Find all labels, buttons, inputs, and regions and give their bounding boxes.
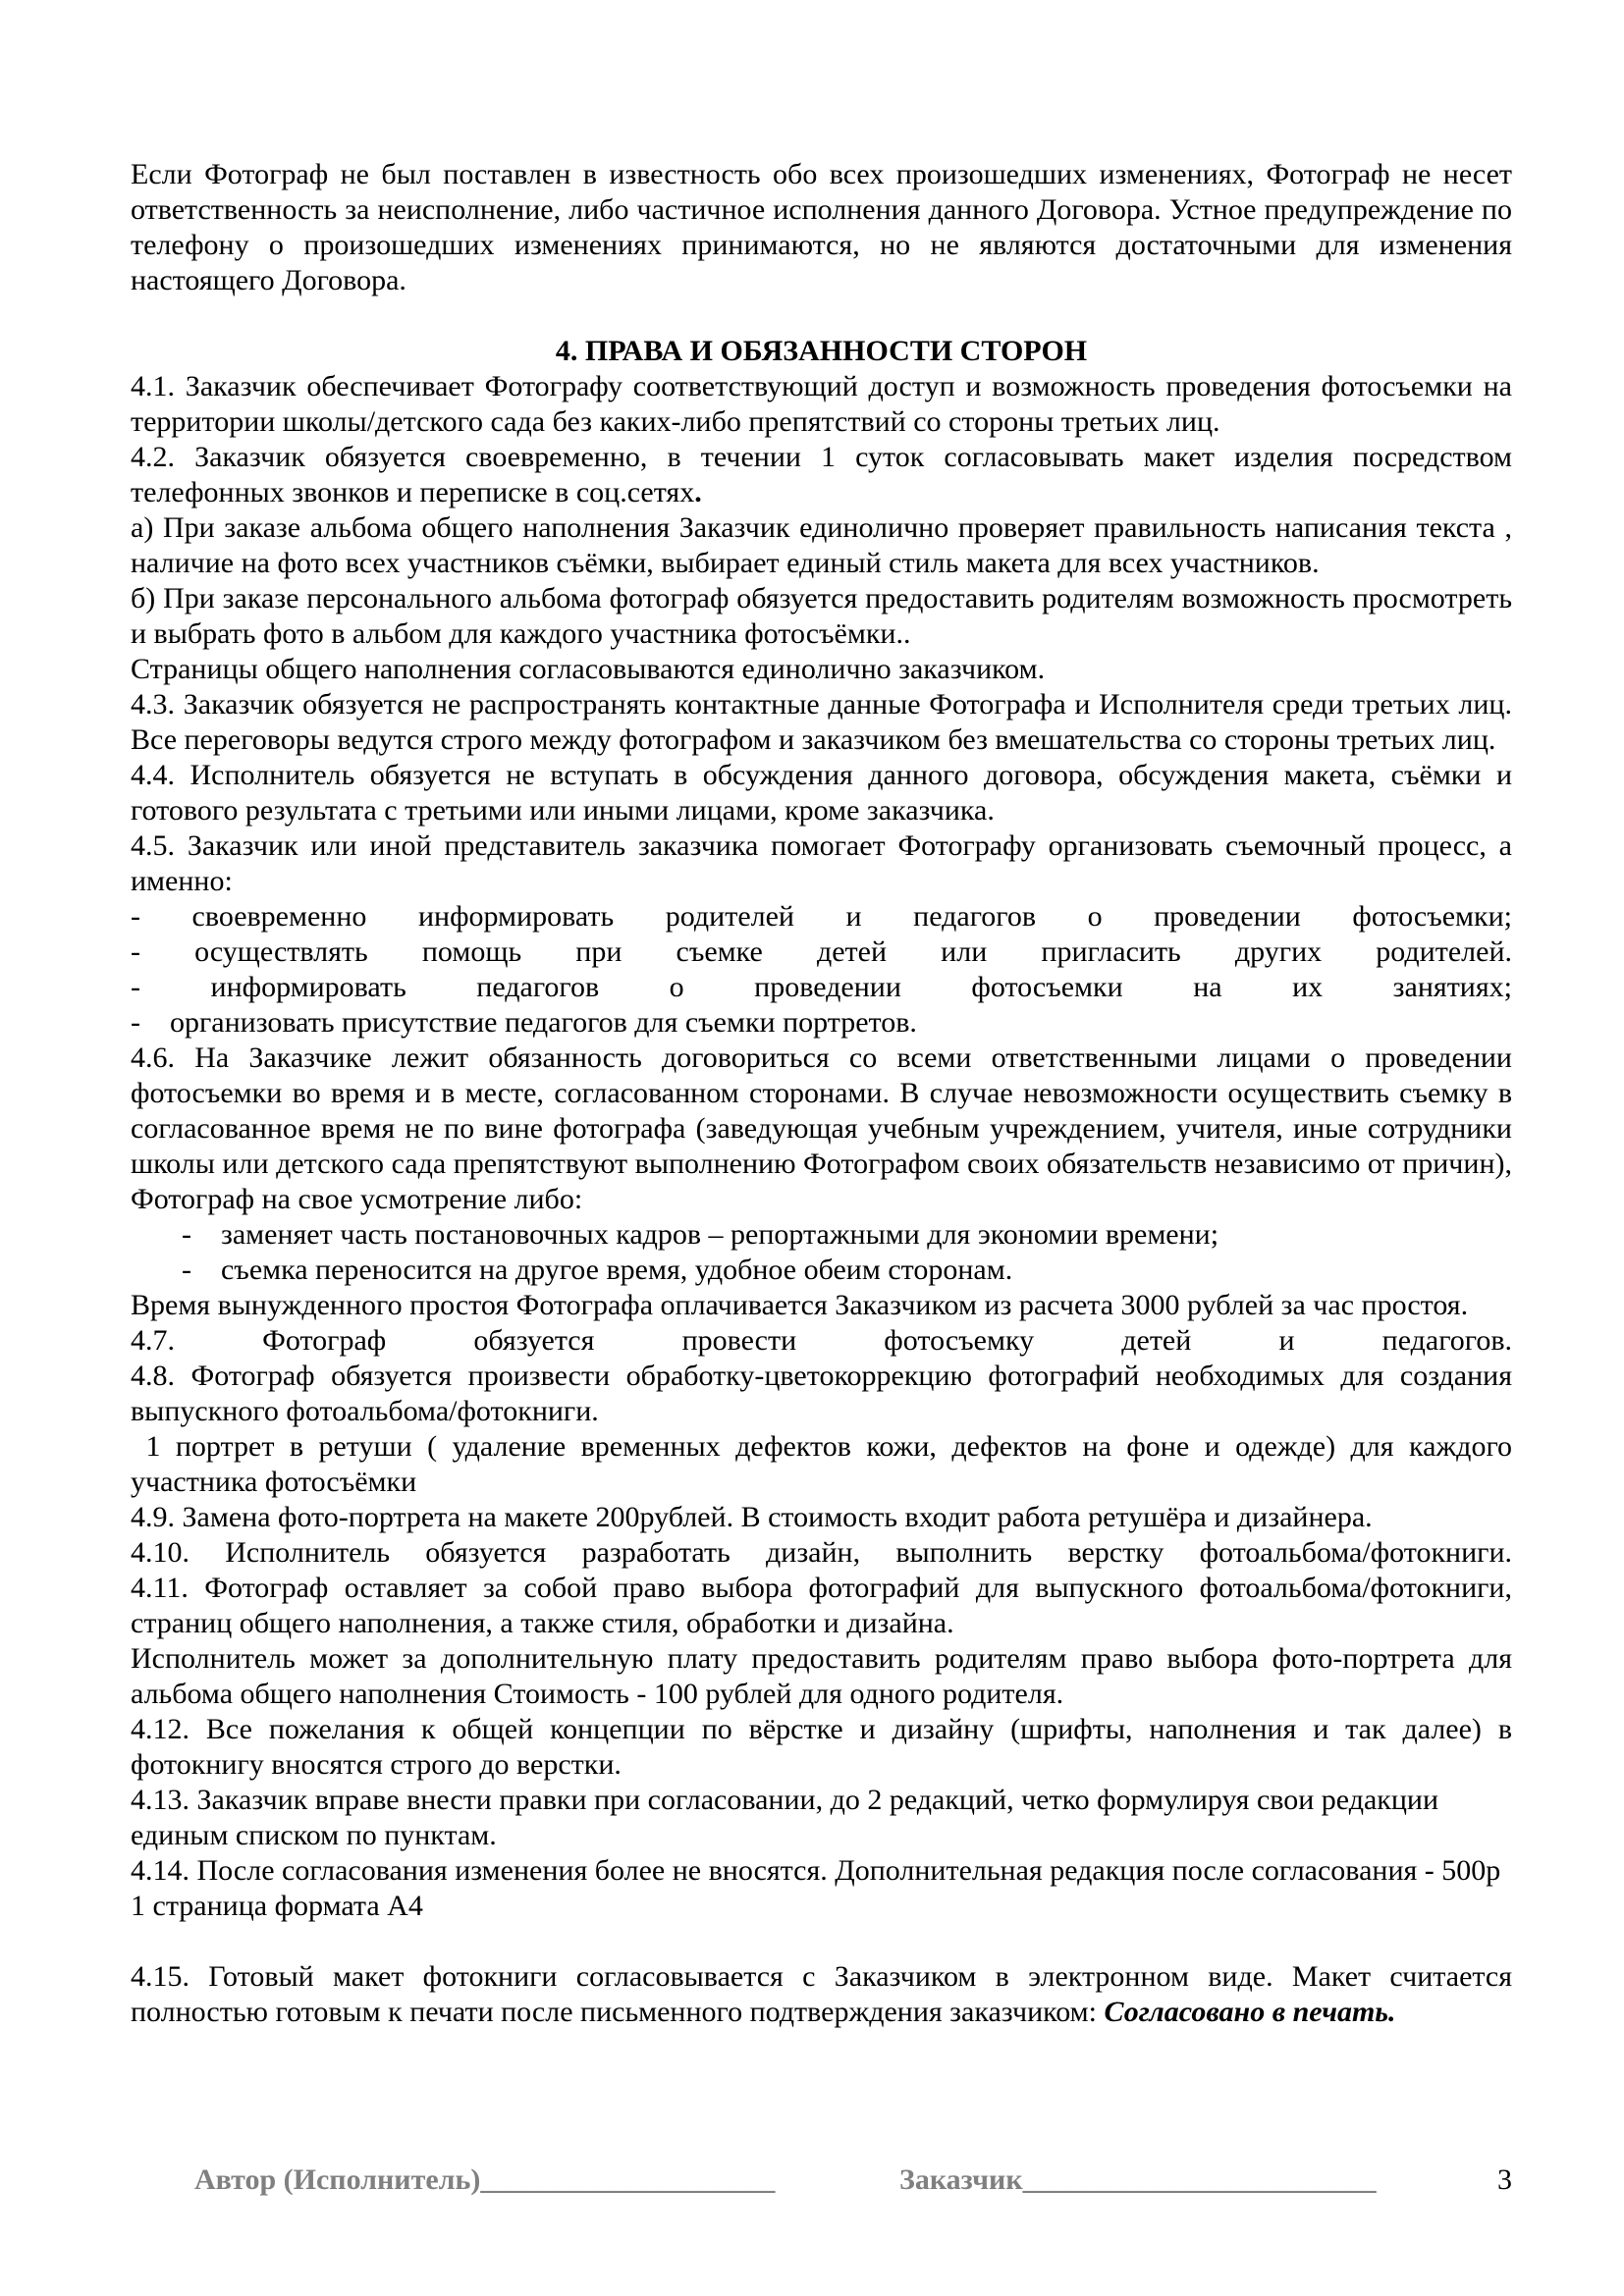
text-run: 4.13. Заказчик вправе внести правки при согласовании, до 2 редакций, четко формулируя свои редакции единым списком по пунктам. [131,1784,1439,1851]
document-body [131,157,1512,2030]
paragraph [131,899,1512,934]
text-run: 4.15. Готовый макет фотокниги согласовывается с Заказчиком в электронном виде. Макет считается полностью готовым к печати после письменного подтверждения заказчиком: [131,1960,1512,2028]
text-run: Время вынужденного простоя Фотографа оплачивается Заказчиком из расчета 3000 рублей за час простоя. [131,1289,1469,1321]
paragraph [131,1571,1512,1641]
author-label: Автор (Исполнитель) [194,2163,481,2196]
text-run: 4.4. Исполнитель обязуется не вступать в обсуждения данного договора, обсуждения макета, съёмки и готового результата с третьими или иными лицами, кроме заказчика. [131,759,1512,827]
text-run: 4.7. Фотограф обязуется провести фотосъемку детей и педагогов. [131,1324,1512,1357]
text-run: 4.14. После согласования изменения более не вносятся. Дополнительная редакция после согласования - 500р 1 страница формата А4 [131,1854,1501,1922]
paragraph [131,1853,1512,1924]
paragraph [131,1783,1512,1853]
paragraph [131,934,1512,970]
paragraph [131,1041,1512,1217]
paragraph [131,1217,1512,1253]
text-run: - своевременно информировать родителей и педагогов о проведении фотосъемки; [131,900,1512,933]
paragraph [131,369,1512,440]
customer-label: Заказчик [899,2163,1023,2196]
text-run: 4. ПРАВА И ОБЯЗАННОСТИ СТОРОН [555,335,1088,367]
text-run: а) При заказе альбома общего наполнения Заказчик единолично проверяет правильность написания текста , наличие на фото всех участников съёмки, выбирает единый стиль макета для всех участников. [131,511,1512,579]
text-run: 4.2. Заказчик обязуется своевременно, в течении 1 суток согласовывать макет изделия посредством телефонных звонков и переписке в соц.сетях [131,441,1512,508]
paragraph [131,970,1512,1005]
text-run: - информировать педагогов о проведении фотосъемки на их занятиях; [131,971,1512,1003]
paragraph [131,758,1512,828]
paragraph [131,1641,1512,1712]
text-run: - съемка переносится на другое время, удобное обеим сторонам. [182,1254,1013,1286]
text-run: 4.1. Заказчик обеспечивает Фотографу соответствующий доступ и возможность проведения фотосъемки на территории школы/детского сада без каких-либо препятствий со стороны третьих лиц. [131,370,1512,438]
author-signature-line [194,2163,775,2197]
text-run: 4.11. Фотограф оставляет за собой право выбора фотографий для выпускного фотоальбома/фотокниги, страниц общего наполнения, а также стиля, обработки и дизайна. [131,1572,1512,1639]
paragraph [131,1712,1512,1783]
paragraph [131,157,1512,298]
paragraph [131,1288,1512,1323]
paragraph [131,1959,1512,2030]
page-footer [194,2163,1512,2203]
text-run: б) При заказе персонального альбома фотограф обязуется предоставить родителям возможность просмотреть и выбрать фото в альбом для каждого участника фотосъёмки.. [131,582,1512,650]
customer-signature-line [899,2163,1377,2197]
paragraph [131,581,1512,652]
paragraph [131,1253,1512,1288]
text-run: 1 портрет в ретуши ( удаление временных дефектов кожи, дефектов на фоне и одежде) для каждого участника фотосъёмки [131,1430,1512,1498]
paragraph [131,1500,1512,1535]
text-run: - осуществлять помощь при съемке детей или пригласить других родителей. [131,935,1512,968]
paragraph [131,1323,1512,1359]
paragraph [131,1429,1512,1500]
text-run: 4.6. На Заказчике лежит обязанность договориться со всеми ответственными лицами о проведении фотосъемки во время и в месте, согласованном сторонами. В случае невозможности осуществить съемку в согласованное время не по вине фотографа (заведующая учебным учреждением, учителя, иные сотрудники школы или детского сада препятствуют выполнению Фотографом своих обязательств независимо от причин), Фотограф на свое усмотрение либо: [131,1041,1512,1215]
paragraph [131,1535,1512,1571]
paragraph [131,440,1512,510]
text-run: . [694,476,702,508]
text-run: Согласовано в печать. [1104,1996,1396,2028]
author-underline: ____________________ [480,2163,776,2196]
paragraph [131,510,1512,581]
text-run: 4.10. Исполнитель обязуется разработать дизайн, выполнить верстку фотоальбома/фотокниги. [131,1536,1512,1569]
text-run: - заменяет часть постановочных кадров – репортажными для экономии времени; [182,1218,1219,1251]
paragraph [131,687,1512,758]
paragraph [131,1005,1512,1041]
text-run: 4.12. Все пожелания к общей концепции по вёрстке и дизайну (шрифты, наполнения и так далее) в фотокнигу вносятся строго до верстки. [131,1713,1512,1781]
customer-underline: ________________________ [1022,2163,1377,2196]
paragraph [131,652,1512,687]
text-run: 4.8. Фотограф обязуется произвести обработку-цветокоррекцию фотографий необходимых для создания выпускного фотоальбома/фотокниги. [131,1360,1512,1427]
text-run: - организовать присутствие педагогов для съемки портретов. [131,1006,917,1039]
text-run: Исполнитель может за дополнительную плату предоставить родителям право выбора фото-портрета для альбома общего наполнения Стоимость - 100 рублей для одного родителя. [131,1642,1512,1710]
text-run: 4.9. Замена фото-портрета на макете 200рублей. В стоимость входит работа ретушёра и дизайнера. [131,1501,1373,1533]
paragraph [131,828,1512,899]
text-run: Если Фотограф не был поставлен в известность обо всех произошедших изменениях, Фотограф не несет ответственность за неисполнение, либо частичное исполнения данного Договора. Устное предупреждение по телефону о произошедших изменениях принимаются, но не являются достаточными для изменения настоящего Договора. [131,158,1512,296]
page-number: 3 [1497,2163,1512,2196]
text-run: 4.5. Заказчик или иной представитель заказчика помогает Фотографу организовать съемочный процесс, а именно: [131,829,1512,897]
text-run: 4.3. Заказчик обязуется не распространять контактные данные Фотографа и Исполнителя среди третьих лиц. Все переговоры ведутся строго между фотографом и заказчиком без вмешательства со стороны третьих лиц. [131,688,1512,756]
paragraph [131,1359,1512,1429]
text-run: Страницы общего наполнения согласовываются единолично заказчиком. [131,653,1046,685]
section-heading [131,334,1512,369]
